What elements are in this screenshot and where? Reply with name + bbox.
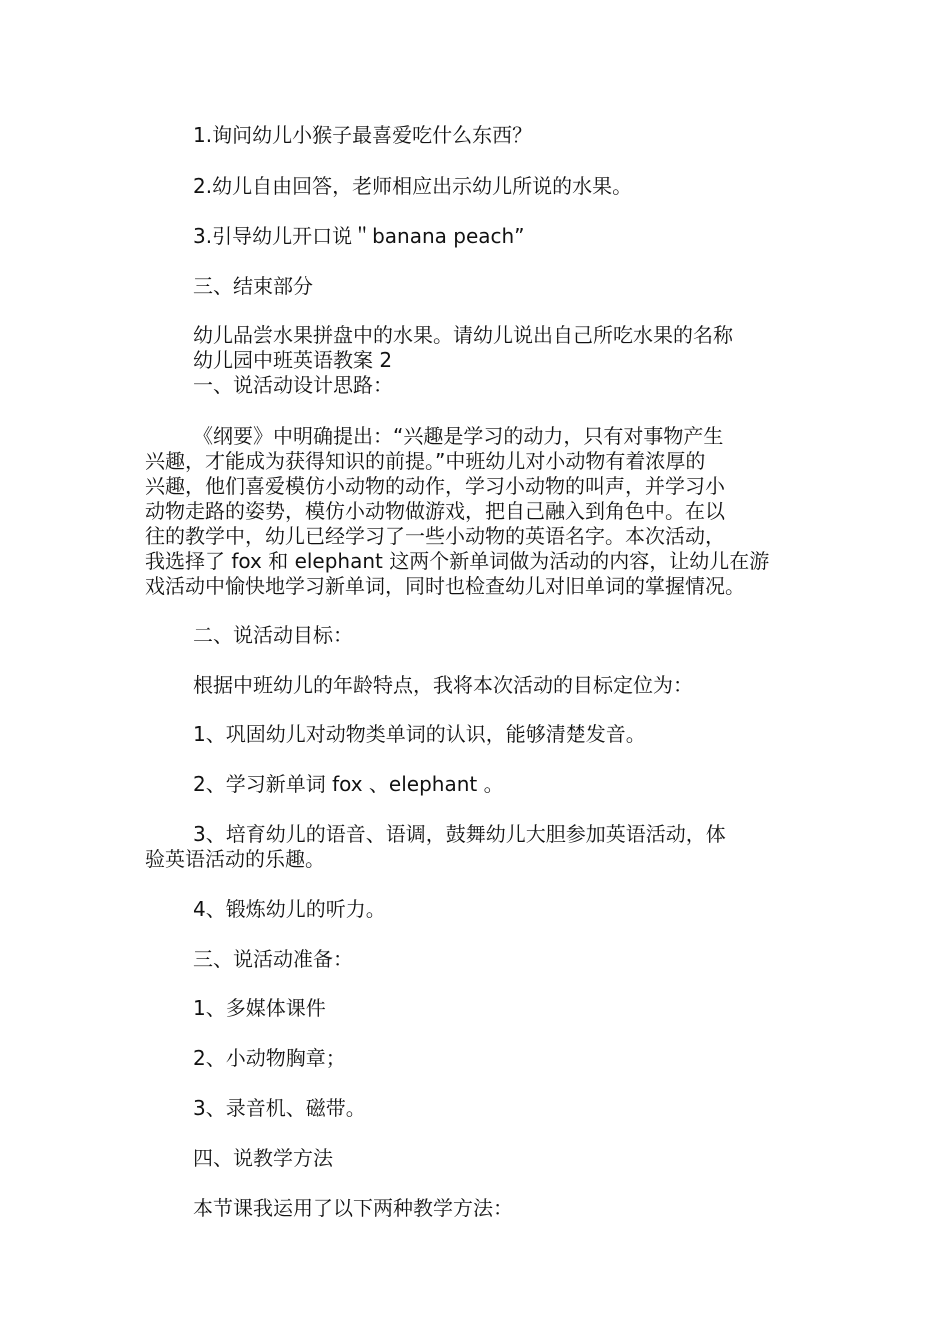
goal-3-line: 3、培育幼儿的语音、语调，鼓舞幼儿大胆参加英语活动，体 [193,822,726,846]
prep-3: 3、录音机、磁带。 [193,1096,366,1120]
design-heading: 一、说活动设计思路： [193,373,393,397]
goal-4: 4、锻炼幼儿的听力。 [193,897,386,921]
step-1: 1.询问幼儿小猴子最喜爱吃什么东西？ [193,123,533,147]
method-intro: 本节课我运用了以下两种教学方法： [193,1196,513,1220]
ending-line: 幼儿品尝水果拼盘中的水果。请幼儿说出自己所吃水果的名称 [193,323,733,347]
goals-intro: 根据中班幼儿的年龄特点，我将本次活动的目标定位为： [193,673,693,697]
design-paragraph [145,424,769,599]
design-para-line: 戏活动中愉快地学习新单词，同时也检查幼儿对旧单词的掌握情况。 [145,574,745,598]
lesson-2-title: 幼儿园中班英语教案 2 [193,348,393,372]
prep-heading: 三、说活动准备： [193,947,353,971]
goal-3 [145,822,726,872]
design-para-line: 动物走路的姿势，模仿小动物做游戏，把自己融入到角色中。在以 [145,499,725,523]
step-2: 2.幼儿自由回答，老师相应出示幼儿所说的水果。 [193,174,633,198]
method-heading: 四、说教学方法 [193,1146,333,1170]
design-para-line: 兴趣，他们喜爱模仿小动物的动作，学习小动物的叫声，并学习小 [145,474,725,498]
goal-2: 2、学习新单词 fox 、elephant 。 [193,772,504,796]
prep-2: 2、小动物胸章； [193,1046,346,1070]
goal-3-line: 验英语活动的乐趣。 [145,847,325,871]
prep-1: 1、多媒体课件 [193,996,326,1020]
design-para-line: 往的教学中，幼儿已经学习了一些小动物的英语名字。本次活动， [145,524,725,548]
step-3: 3.引导幼儿开口说＂banana peach” [193,224,525,248]
design-para-line: 兴趣，才能成为获得知识的前提。”中班幼儿对小动物有着浓厚的 [145,449,706,473]
section-3-heading: 三、结束部分 [193,274,313,298]
goal-1: 1、巩固幼儿对动物类单词的认识，能够清楚发音。 [193,722,646,746]
design-para-line: 我选择了 fox 和 elephant 这两个新单词做为活动的内容，让幼儿在游 [145,549,770,573]
design-para-line: 《纲要》中明确提出：“兴趣是学习的动力，只有对事物产生 [193,424,724,448]
goals-heading: 二、说活动目标： [193,623,353,647]
